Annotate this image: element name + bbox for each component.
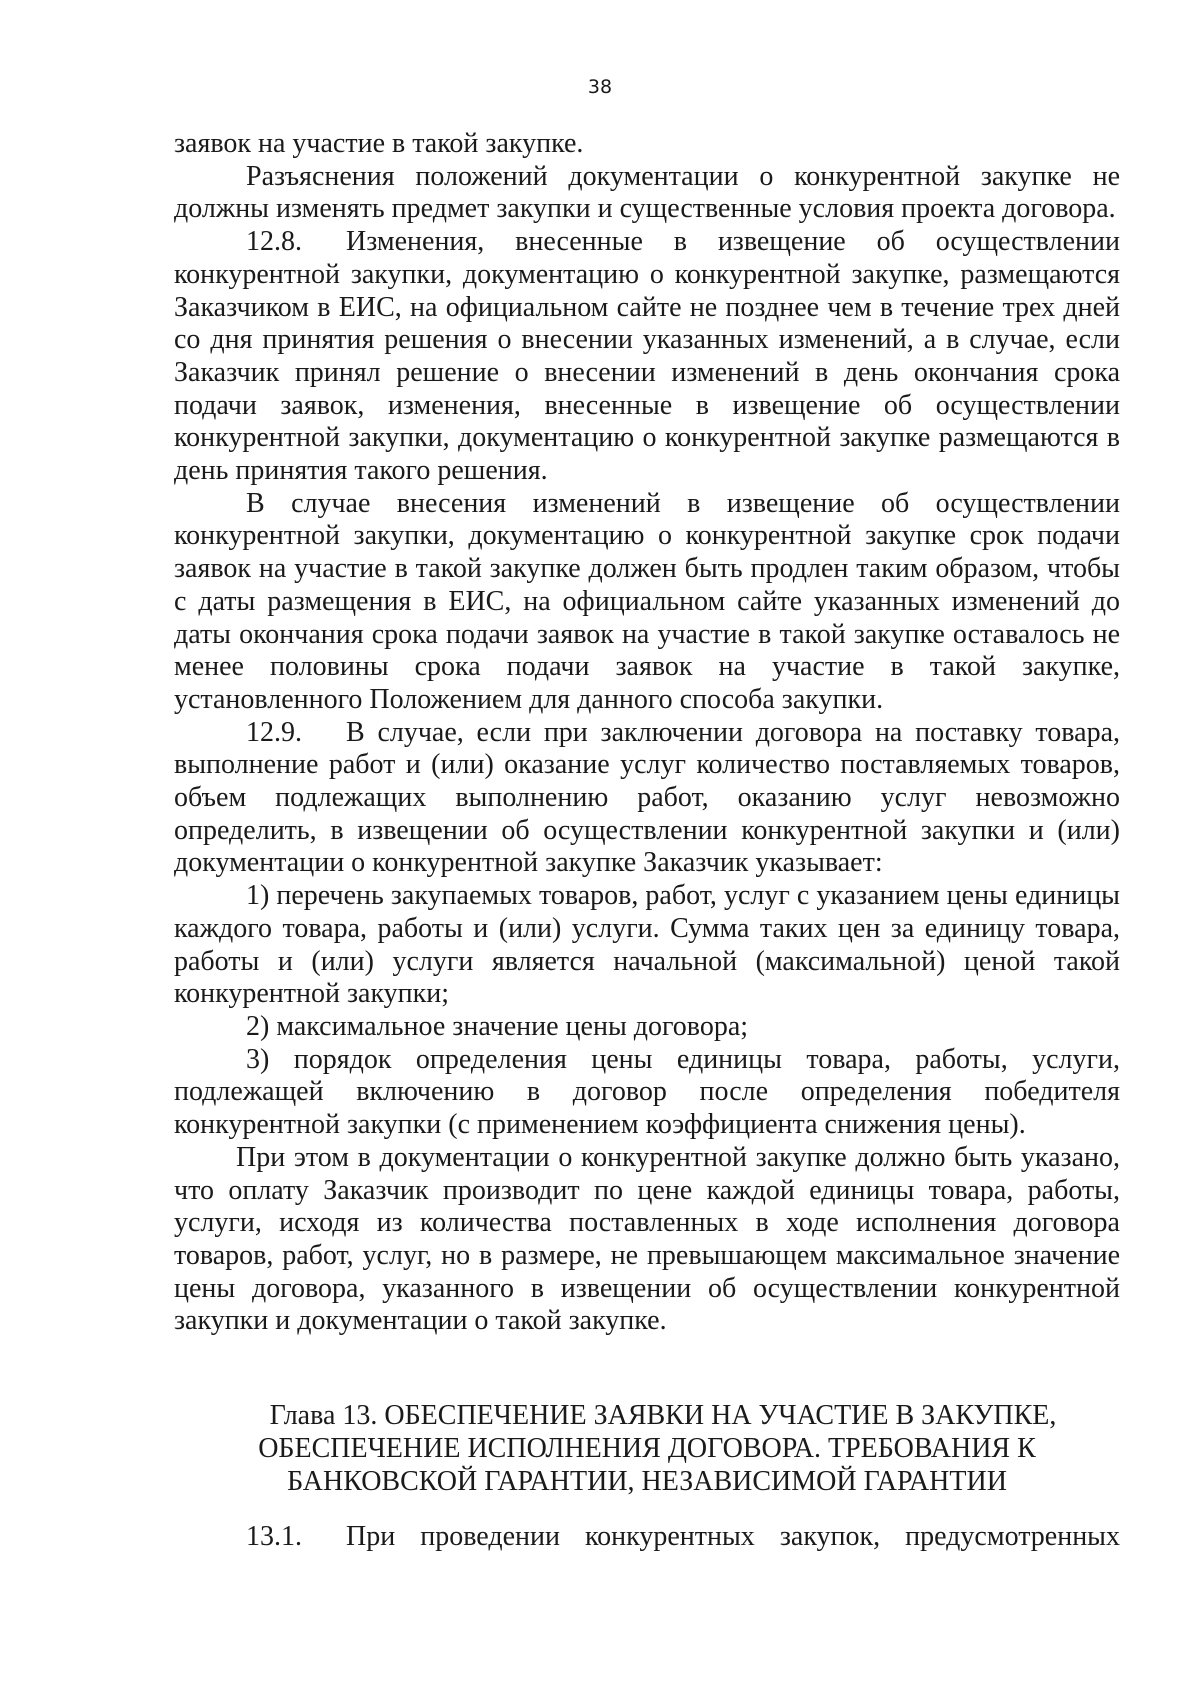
chapter-heading-line: ОБЕСПЕЧЕНИЕ ИСПОЛНЕНИЯ ДОГОВОРА. ТРЕБОВАНИЯ К xyxy=(258,1433,1036,1464)
clause-number: 12.9. xyxy=(246,716,302,748)
page-number: 38 xyxy=(587,76,613,98)
clause-line xyxy=(174,1521,1120,1554)
clause-number: 12.8. xyxy=(246,226,302,258)
paragraph-clarifications: Разъяснения положений документации о конкурентной закупке не должны изменять предмет закупки и существенные условия проекта договора. xyxy=(174,160,1120,225)
chapter-heading xyxy=(174,1399,1120,1498)
clause-text: При проведении конкурентных закупок, предусмотренных xyxy=(346,1521,1120,1552)
paragraph-12-8 xyxy=(174,226,1120,488)
paragraph-deadline-extension: В случае внесения изменений в извещение об осуществлении конкурентной закупки, документацию о конкурентной закупке срок подачи заявок на участие в такой закупке должен быть продлен таким образом, чтобы с даты размещения в ЕИС, на официальном сайте указанных изменений до даты окончания срока подачи заявок на участие в такой закупке оставалось не менее половины срока подачи заявок на участие в такой закупке, установленного Положением для данного способа закупки. xyxy=(174,487,1120,715)
clause-text: Изменения, внесенные в извещение об осуществлении конкурентной закупки, документацию о конкурентной закупке, размещаются Заказчиком в ЕИС, на официальном сайте не позднее чем в течение трех дней со дня принятия решения о внесении указанных изменений, а в случае, если Заказчик принял решение о внесении изменений в день окончания срока подачи заявок, изменения, внесенные в извещение об осуществлении конкурентной закупки, документацию о конкурентной закупке размещаются в день принятия такого решения. xyxy=(174,226,1120,487)
paragraph-payment-terms: При этом в документации о конкурентной закупке должно быть указано, что оплату Заказчик производит по цене каждой единицы товара, работы, услуги, исходя из количества поставленных в ходе исполнения договора товаров, работ, услуг, но в размере, не превышающем максимальное значение цены договора, указанного в извещении об осуществлении конкурентной закупки и документации о такой закупке. xyxy=(174,1141,1120,1337)
chapter-heading-line: БАНКОВСКОЙ ГАРАНТИИ, НЕЗАВИСИМОЙ ГАРАНТИИ xyxy=(287,1466,1007,1497)
chapter-heading-line: Глава 13. ОБЕСПЕЧЕНИЕ ЗАЯВКИ НА УЧАСТИЕ В ЗАКУПКЕ, xyxy=(269,1400,1057,1431)
list-item-1: 1) перечень закупаемых товаров, работ, услуг с указанием цены единицы каждого товара, работы и (или) услуги. Сумма таких цен за единицу товара, работы и (или) услуги является начальной (максимальной) ценой такой конкурентной закупки; xyxy=(174,880,1120,1010)
paragraph-12-9 xyxy=(174,717,1120,881)
list-item-3: 3) порядок определения цены единицы товара, работы, услуги, подлежащей включению в договор после определения победителя конкурентной закупки (с применением коэффициента снижения цены). xyxy=(174,1043,1120,1141)
paragraph-13-1 xyxy=(174,1521,1120,1554)
clause-number: 13.1. xyxy=(246,1521,302,1552)
document-body xyxy=(174,128,1120,1338)
paragraph-continuation: заявок на участие в такой закупке. xyxy=(174,128,584,159)
list-item-2: 2) максимальное значение цены договора; xyxy=(246,1010,749,1042)
clause-text: В случае, если при заключении договора на поставку товара, выполнение работ и (или) оказание услуг количество поставляемых товаров, объем подлежащих выполнению работ, оказанию услуг невозможно определить, в извещении об осуществлении конкурентной закупки и (или) документации о конкурентной закупке Заказчик указывает: xyxy=(174,716,1120,879)
